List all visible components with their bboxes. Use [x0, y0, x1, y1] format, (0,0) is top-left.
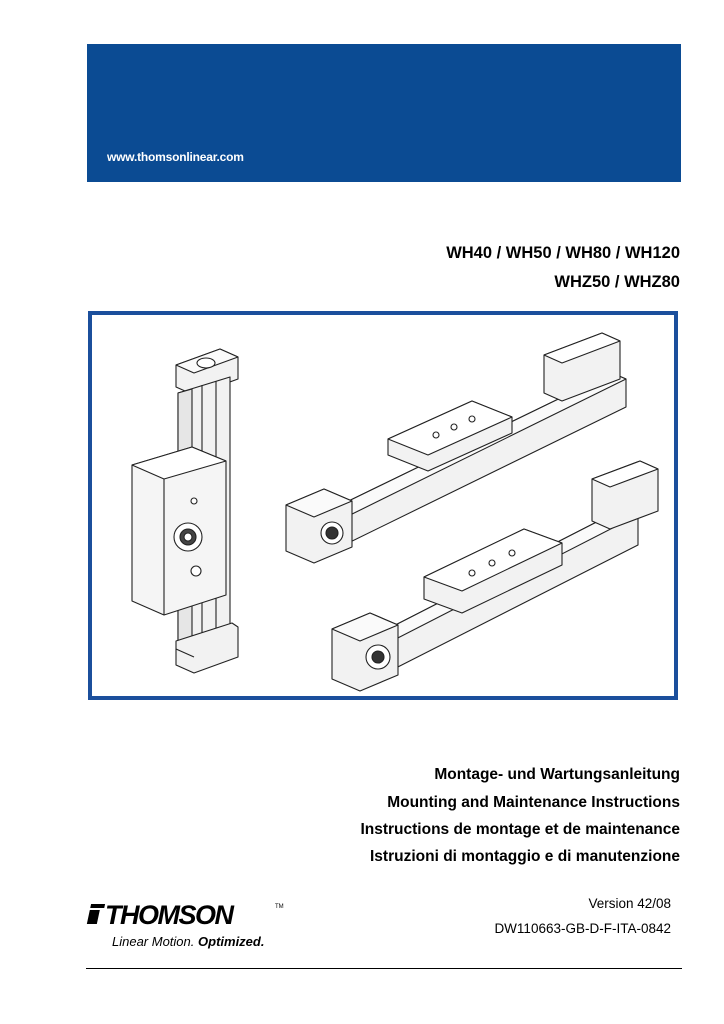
- footer-divider: [86, 968, 682, 969]
- header-banner: [87, 44, 681, 182]
- instructions-french: Instructions de montage et de maintenance: [360, 821, 680, 838]
- trademark-symbol: TM: [275, 904, 284, 910]
- version-label: Version 42/08: [588, 896, 671, 911]
- model-list-line1: WH40 / WH50 / WH80 / WH120: [446, 244, 680, 262]
- linear-actuators-illustration: [92, 315, 674, 696]
- tagline-bold: Optimized.: [198, 934, 265, 949]
- product-illustration-frame: [88, 311, 678, 700]
- instructions-german: Montage- und Wartungsanleitung: [434, 766, 680, 783]
- svg-text:Linear Motion. Optimized: [112, 934, 264, 949]
- instructions-english: Mounting and Maintenance Instructions: [387, 794, 680, 811]
- instructions-italian: Istruzioni di montaggio e di manutenzione: [370, 848, 680, 865]
- tagline-regular: Linear Motion.: [112, 934, 195, 949]
- brand-name: THOMSON: [105, 900, 233, 930]
- thomson-logo: [85, 895, 295, 955]
- thomson-logo-mark: [85, 895, 295, 955]
- model-list-line2: WHZ50 / WHZ80: [554, 273, 680, 291]
- website-url[interactable]: www.thomsonlinear.com: [107, 150, 244, 164]
- document-number: DW110663-GB-D-F-ITA-0842: [494, 921, 671, 936]
